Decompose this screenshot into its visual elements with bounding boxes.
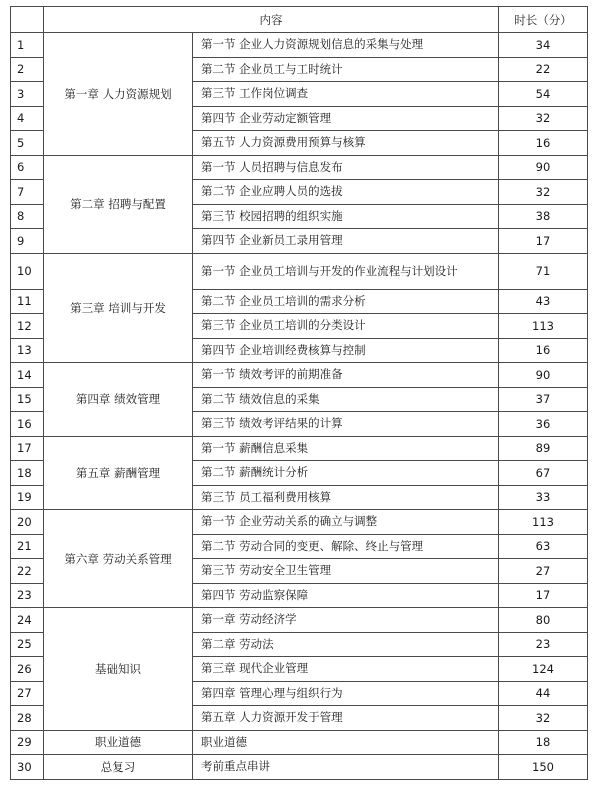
chapter-cell: 基础知识: [44, 608, 193, 731]
row-number: 22: [11, 559, 44, 584]
duration-cell: 33: [499, 485, 588, 510]
chapter-cell: 第三章 培训与开发: [44, 253, 193, 363]
section-cell: 第二节 薪酬统计分析: [193, 461, 499, 486]
duration-cell: 63: [499, 534, 588, 559]
header-row: [11, 7, 588, 33]
row-number: 4: [11, 106, 44, 131]
section-cell: 第三节 校园招聘的组织实施: [193, 204, 499, 229]
section-cell: 第一节 企业劳动关系的确立与调整: [193, 510, 499, 535]
row-number: 16: [11, 412, 44, 437]
row-number: 23: [11, 583, 44, 608]
duration-cell: 90: [499, 363, 588, 388]
duration-cell: 16: [499, 131, 588, 156]
duration-cell: 18: [499, 730, 588, 755]
row-number: 21: [11, 534, 44, 559]
section-cell: 第四节 企业新员工录用管理: [193, 229, 499, 254]
section-cell: 第一节 人员招聘与信息发布: [193, 155, 499, 180]
table-row: [11, 363, 588, 388]
section-cell: 第四章 管理心理与组织行为: [193, 681, 499, 706]
section-cell: 第二节 绩效信息的采集: [193, 387, 499, 412]
chapter-cell: 职业道德: [44, 730, 193, 755]
row-number: 11: [11, 289, 44, 314]
duration-cell: 22: [499, 57, 588, 82]
table-body: [11, 33, 588, 780]
chapter-cell: 第六章 劳动关系管理: [44, 510, 193, 608]
row-number: 5: [11, 131, 44, 156]
duration-cell: 34: [499, 33, 588, 58]
section-cell: 第二节 企业员工与工时统计: [193, 57, 499, 82]
chapter-cell: 总复习: [44, 755, 193, 780]
table-row: [11, 33, 588, 58]
duration-cell: 71: [499, 253, 588, 289]
section-cell: 第二节 企业员工培训的需求分析: [193, 289, 499, 314]
section-cell: 第三章 现代企业管理: [193, 657, 499, 682]
row-number: 6: [11, 155, 44, 180]
header-duration: 时长（分）: [499, 7, 588, 33]
course-schedule-table: [10, 6, 588, 780]
row-number: 10: [11, 253, 44, 289]
row-number: 9: [11, 229, 44, 254]
row-number: 28: [11, 706, 44, 731]
duration-cell: 38: [499, 204, 588, 229]
row-number: 3: [11, 82, 44, 107]
duration-cell: 80: [499, 608, 588, 633]
section-cell: 第二节 劳动合同的变更、解除、终止与管理: [193, 534, 499, 559]
header-content: 内容: [44, 7, 499, 33]
row-number: 17: [11, 436, 44, 461]
row-number: 19: [11, 485, 44, 510]
section-cell: 第五节 人力资源费用预算与核算: [193, 131, 499, 156]
section-cell: 考前重点串讲: [193, 755, 499, 780]
row-number: 12: [11, 314, 44, 339]
duration-cell: 36: [499, 412, 588, 437]
duration-cell: 124: [499, 657, 588, 682]
chapter-cell: 第二章 招聘与配置: [44, 155, 193, 253]
row-number: 27: [11, 681, 44, 706]
duration-cell: 17: [499, 583, 588, 608]
duration-cell: 27: [499, 559, 588, 584]
section-cell: 第一节 企业员工培训与开发的作业流程与计划设计: [193, 253, 499, 289]
section-cell: 第三节 工作岗位调查: [193, 82, 499, 107]
section-cell: 第一章 劳动经济学: [193, 608, 499, 633]
section-cell: 第四节 劳动监察保障: [193, 583, 499, 608]
table-row: [11, 755, 588, 780]
section-cell: 第二节 企业应聘人员的选拔: [193, 180, 499, 205]
section-cell: 第四节 企业培训经费核算与控制: [193, 338, 499, 363]
row-number: 14: [11, 363, 44, 388]
section-cell: 第三节 劳动安全卫生管理: [193, 559, 499, 584]
row-number: 25: [11, 632, 44, 657]
section-cell: 第三节 企业员工培训的分类设计: [193, 314, 499, 339]
chapter-cell: 第一章 人力资源规划: [44, 33, 193, 156]
duration-cell: 37: [499, 387, 588, 412]
section-cell: 第五章 人力资源开发于管理: [193, 706, 499, 731]
row-number: 24: [11, 608, 44, 633]
duration-cell: 89: [499, 436, 588, 461]
section-cell: 第一节 薪酬信息采集: [193, 436, 499, 461]
duration-cell: 150: [499, 755, 588, 780]
duration-cell: 32: [499, 706, 588, 731]
table-row: [11, 730, 588, 755]
duration-cell: 43: [499, 289, 588, 314]
header-blank-cell: [11, 7, 44, 33]
duration-cell: 113: [499, 510, 588, 535]
section-cell: 第四节 企业劳动定额管理: [193, 106, 499, 131]
row-number: 29: [11, 730, 44, 755]
duration-cell: 113: [499, 314, 588, 339]
row-number: 13: [11, 338, 44, 363]
table-row: [11, 608, 588, 633]
row-number: 7: [11, 180, 44, 205]
duration-cell: 17: [499, 229, 588, 254]
row-number: 30: [11, 755, 44, 780]
section-cell: 第三节 员工福利费用核算: [193, 485, 499, 510]
row-number: 20: [11, 510, 44, 535]
duration-cell: 44: [499, 681, 588, 706]
table-row: [11, 155, 588, 180]
section-cell: 职业道德: [193, 730, 499, 755]
duration-cell: 16: [499, 338, 588, 363]
row-number: 26: [11, 657, 44, 682]
section-cell: 第一节 企业人力资源规划信息的采集与处理: [193, 33, 499, 58]
row-number: 2: [11, 57, 44, 82]
section-cell: 第二章 劳动法: [193, 632, 499, 657]
duration-cell: 90: [499, 155, 588, 180]
table-row: [11, 436, 588, 461]
duration-cell: 54: [499, 82, 588, 107]
duration-cell: 32: [499, 180, 588, 205]
table-row: [11, 510, 588, 535]
row-number: 1: [11, 33, 44, 58]
section-cell: 第三节 绩效考评结果的计算: [193, 412, 499, 437]
duration-cell: 67: [499, 461, 588, 486]
duration-cell: 23: [499, 632, 588, 657]
row-number: 18: [11, 461, 44, 486]
duration-cell: 32: [499, 106, 588, 131]
chapter-cell: 第五章 薪酬管理: [44, 436, 193, 510]
chapter-cell: 第四章 绩效管理: [44, 363, 193, 437]
row-number: 15: [11, 387, 44, 412]
row-number: 8: [11, 204, 44, 229]
table-row: [11, 253, 588, 289]
section-cell: 第一节 绩效考评的前期准备: [193, 363, 499, 388]
